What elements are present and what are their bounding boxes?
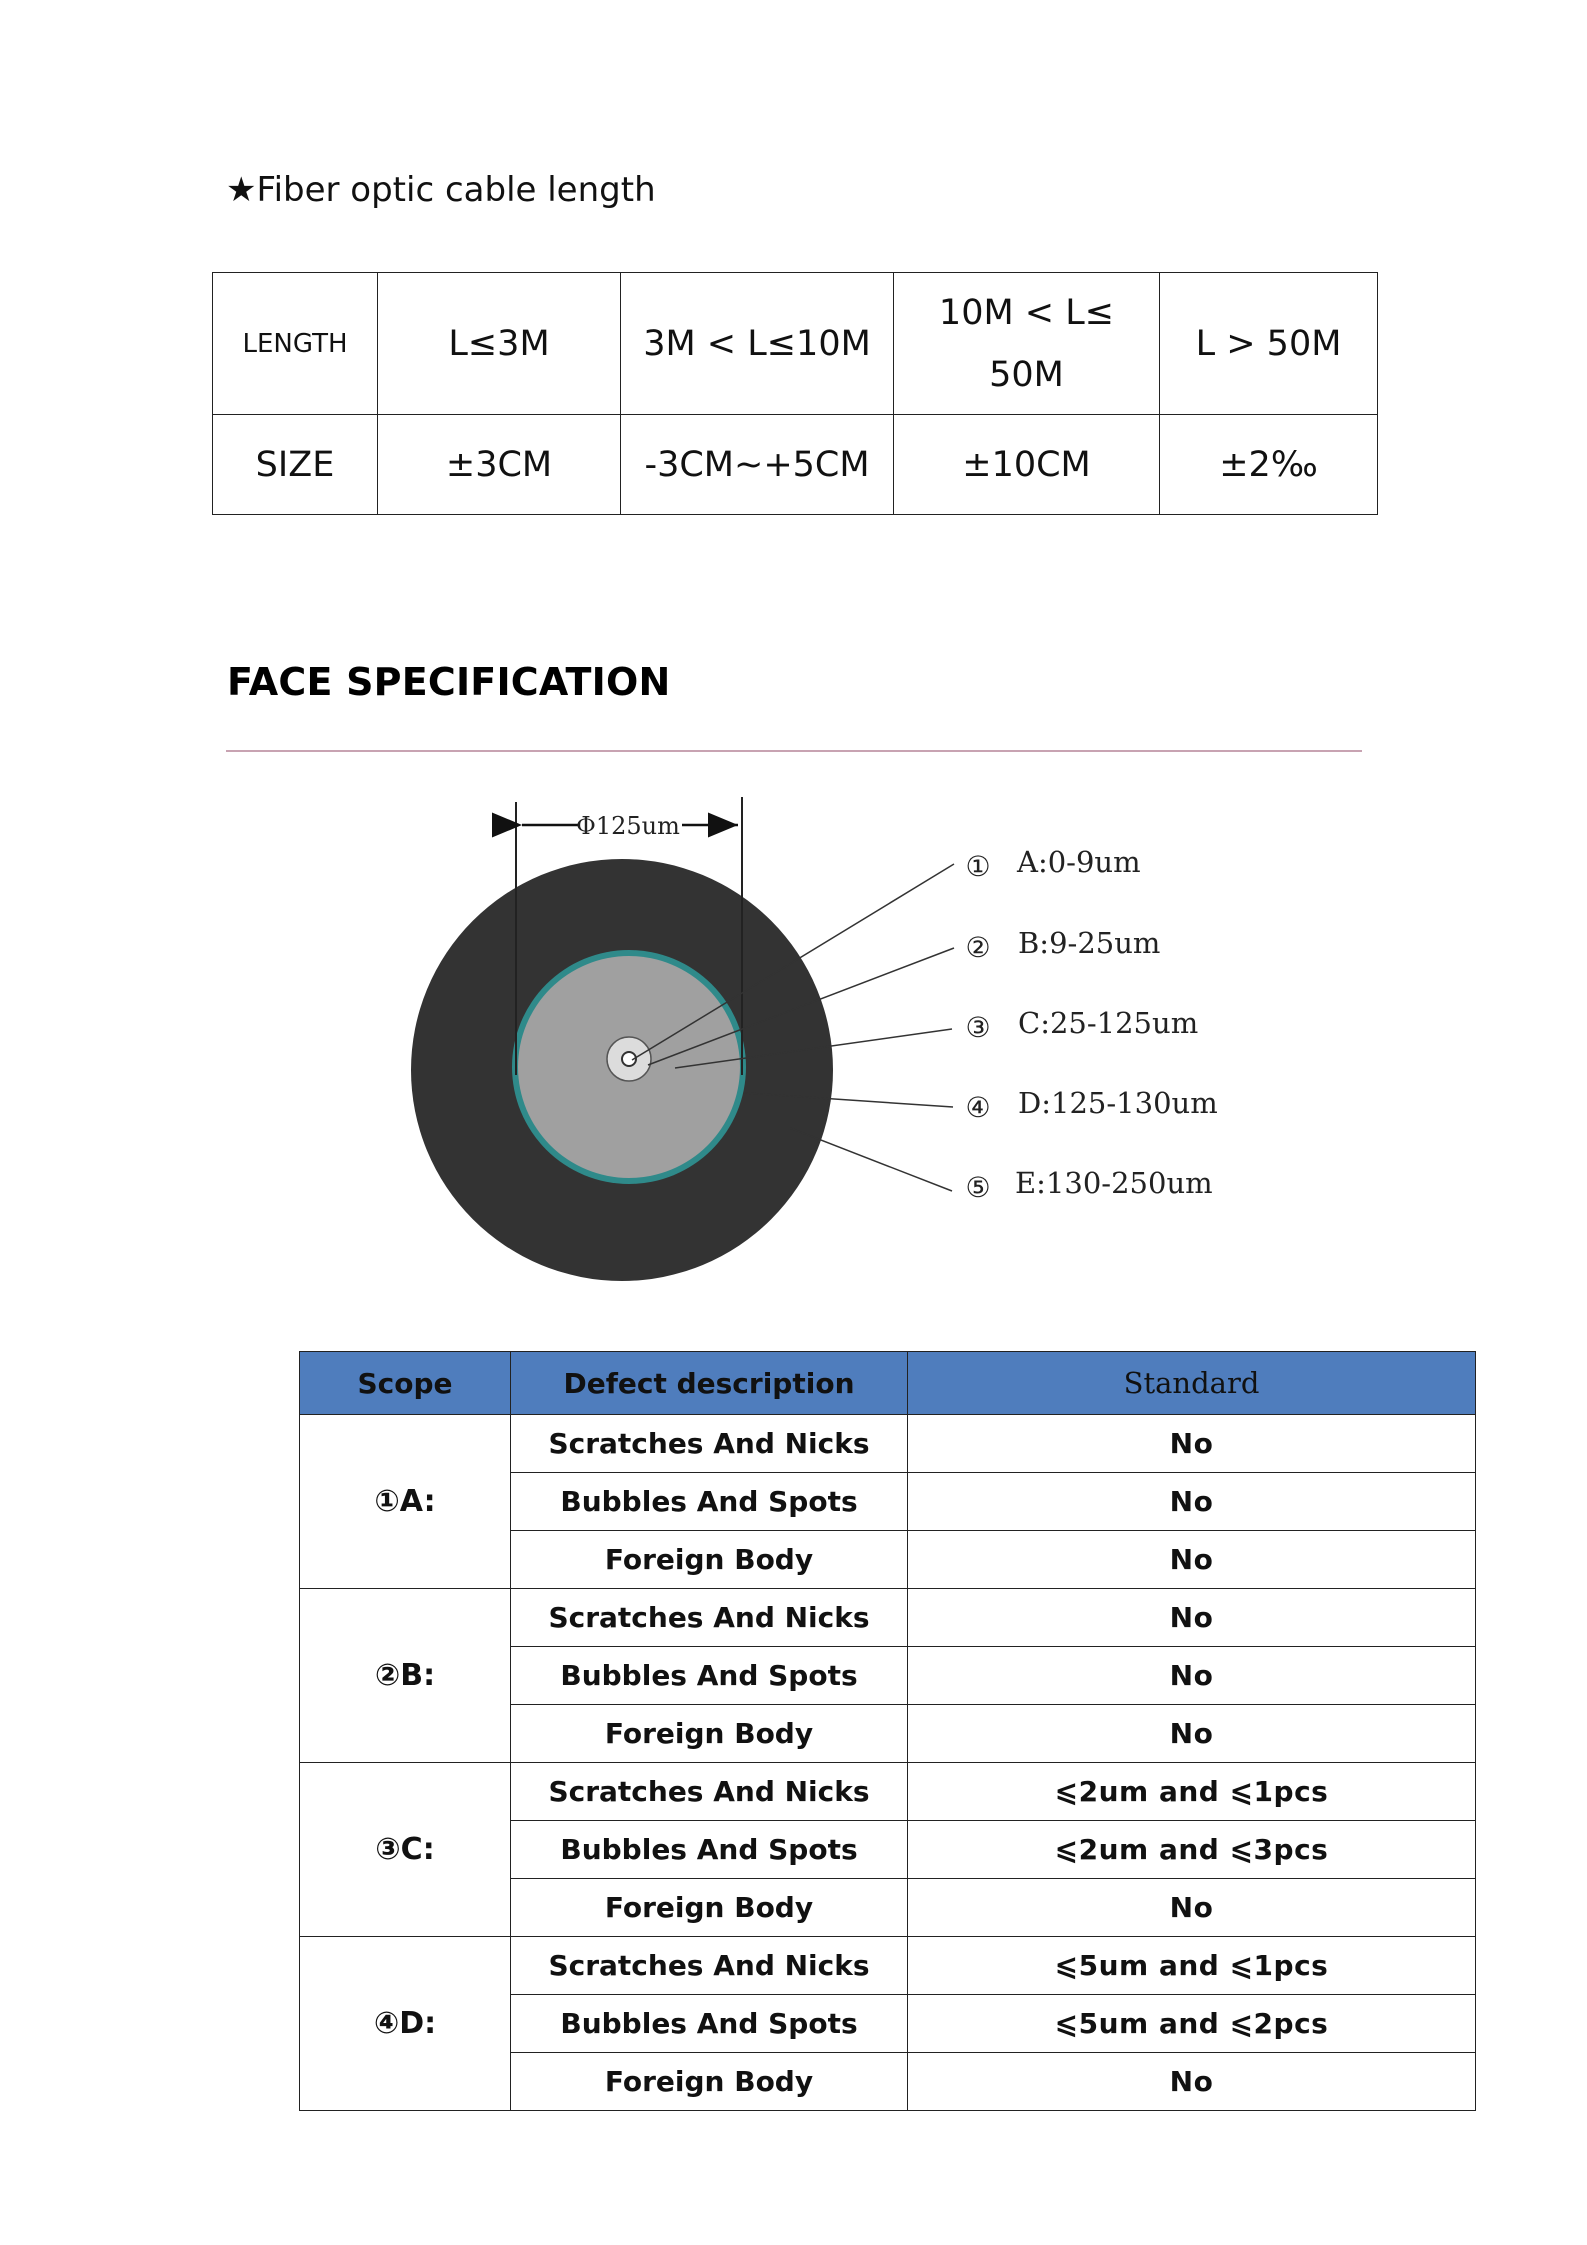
standard-cell: ⩽2um and ⩽1pcs	[908, 1763, 1476, 1821]
face-specification-heading: FACE SPECIFICATION	[227, 660, 671, 704]
zone-b-label: B:9-25um	[1018, 926, 1161, 960]
scope-header: Scope	[300, 1352, 511, 1415]
description-cell: Bubbles And Spots	[511, 1995, 908, 2053]
size-cell: ±2‰	[1160, 415, 1378, 515]
table-row	[300, 1937, 1476, 1995]
zone-b-number: ②	[965, 931, 991, 964]
description-cell: Scratches And Nicks	[511, 1589, 908, 1647]
description-cell: Foreign Body	[511, 1705, 908, 1763]
description-cell: Scratches And Nicks	[511, 1937, 908, 1995]
diameter-label: Φ125um	[576, 812, 680, 840]
standard-cell: ⩽5um and ⩽1pcs	[908, 1937, 1476, 1995]
length-header-cell: LENGTH	[213, 273, 378, 415]
standard-cell: No	[908, 2053, 1476, 2111]
size-cell: ±10CM	[894, 415, 1160, 515]
length-cell: 3M < L≤10M	[621, 273, 894, 415]
length-cell: 10M < L≤ 50M	[894, 273, 1160, 415]
scope-cell: ④D:	[300, 1937, 511, 2111]
zone-d-number: ④	[965, 1091, 991, 1124]
length-cell: L≤3M	[378, 273, 621, 415]
standard-cell: No	[908, 1705, 1476, 1763]
table-header-row	[300, 1352, 1476, 1415]
description-cell: Bubbles And Spots	[511, 1821, 908, 1879]
standard-cell: No	[908, 1415, 1476, 1473]
description-cell: Foreign Body	[511, 2053, 908, 2111]
description-header: Defect description	[511, 1352, 908, 1415]
zone-e-number: ⑤	[965, 1171, 991, 1204]
description-cell: Scratches And Nicks	[511, 1415, 908, 1473]
scope-cell: ②B:	[300, 1589, 511, 1763]
standard-cell: ⩽5um and ⩽2pcs	[908, 1995, 1476, 2053]
description-cell: Bubbles And Spots	[511, 1473, 908, 1531]
standard-cell: No	[908, 1647, 1476, 1705]
table-row	[300, 1589, 1476, 1647]
standard-cell: No	[908, 1531, 1476, 1589]
description-cell: Foreign Body	[511, 1879, 908, 1937]
scope-cell: ③C:	[300, 1763, 511, 1937]
description-cell: Foreign Body	[511, 1531, 908, 1589]
table-row	[300, 1415, 1476, 1473]
size-cell: ±3CM	[378, 415, 621, 515]
defect-standard-table	[299, 1351, 1476, 2111]
standard-cell: No	[908, 1589, 1476, 1647]
leader-line-e	[790, 1128, 952, 1191]
zone-e-label: E:130-250um	[1015, 1166, 1213, 1200]
zone-c-number: ③	[965, 1011, 991, 1044]
zone-a-label: A:0-9um	[1017, 845, 1141, 879]
description-cell: Bubbles And Spots	[511, 1647, 908, 1705]
zone-c-label: C:25-125um	[1018, 1006, 1199, 1040]
size-header-cell: SIZE	[213, 415, 378, 515]
standard-cell: ⩽2um and ⩽3pcs	[908, 1821, 1476, 1879]
size-cell: -3CM~+5CM	[621, 415, 894, 515]
table-row	[300, 1763, 1476, 1821]
standard-cell: No	[908, 1879, 1476, 1937]
cable-length-title: ★Fiber optic cable length	[226, 170, 656, 210]
description-cell: Scratches And Nicks	[511, 1763, 908, 1821]
zone-a-number: ①	[965, 850, 991, 883]
length-cell: L > 50M	[1160, 273, 1378, 415]
scope-cell: ①A:	[300, 1415, 511, 1589]
zone-d-label: D:125-130um	[1018, 1086, 1218, 1120]
standard-cell: No	[908, 1473, 1476, 1531]
standard-header: Standard	[908, 1352, 1476, 1415]
